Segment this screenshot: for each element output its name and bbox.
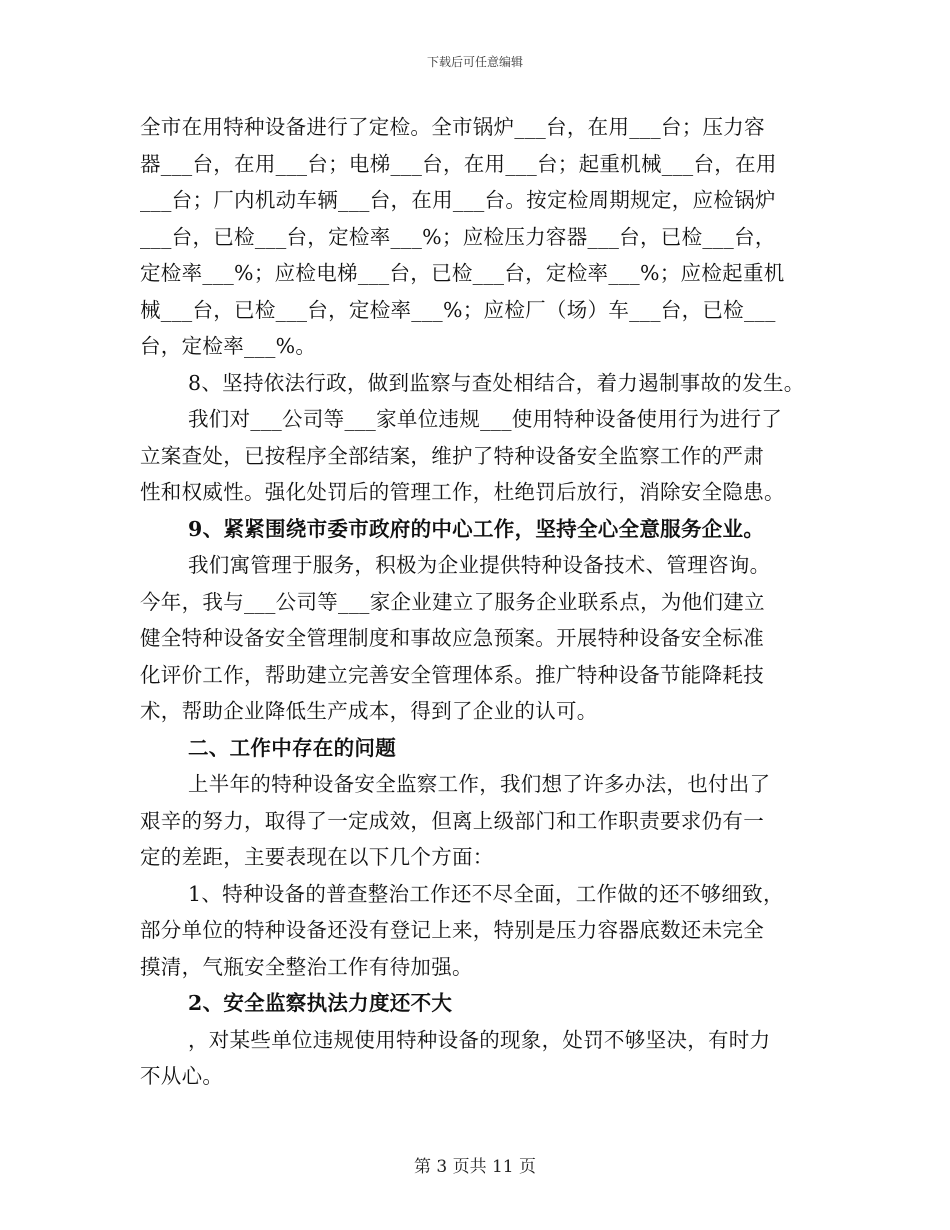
text-line: 今年，我与___公司等___家企业建立了服务企业联系点，为他们建立	[140, 589, 765, 614]
text-line: 艰辛的努力，取得了一定成效，但离上级部门和工作职责要求仍有一	[140, 808, 764, 833]
text-line: 1、特种设备的普查整治工作还不尽全面，工作做的还不够细致，	[188, 881, 784, 906]
section-heading: 9、紧紧围绕市委市政府的中心工作，坚持全心全意服务企业。	[188, 516, 765, 541]
section-heading: 二、工作中存在的问题	[188, 735, 396, 760]
text-line: 械___台，已检___台，定检率___%；应检厂（场）车___台，已检___	[140, 297, 776, 322]
text-line: ，对某些单位违规使用特种设备的现象，处罚不够坚决，有时力	[188, 1027, 771, 1052]
text-line: 立案查处，已按程序全部结案，维护了特种设备安全监察工作的严肃	[140, 443, 764, 468]
page-footer: 第 3 页共 11 页	[413, 1157, 537, 1177]
text-line: 性和权威性。强化处罚后的管理工作，杜绝罚后放行，消除安全隐患。	[140, 480, 785, 504]
text-line: ___台，已检___台，定检率___%；应检压力容器___台，已检___台，	[140, 224, 776, 249]
text-line: 摸清，气瓶安全整治工作有待加强。	[140, 954, 473, 979]
text-line: 健全特种设备安全管理制度和事故应急预案。开展特种设备安全标准	[140, 626, 764, 650]
text-line: ___台；厂内机动车辆___台，在用___台。按定检周期规定，应检锅炉	[140, 188, 776, 212]
text-line: 台，定检率___%。	[140, 334, 317, 358]
text-line: 部分单位的特种设备还没有登记上来，特别是压力容器底数还未完全	[140, 918, 764, 942]
text-line: 上半年的特种设备安全监察工作，我们想了许多办法，也付出了	[188, 772, 771, 796]
text-line: 器___台，在用___台；电梯___台，在用___台；起重机械___台，在用	[140, 151, 777, 176]
text-line: 不从心。	[140, 1064, 224, 1088]
text-line: 定的差距，主要表现在以下几个方面：	[140, 845, 494, 869]
page-header: 下载后可任意编辑	[426, 55, 523, 69]
text-line: 8、坚持依法行政，做到监察与查处相结合，着力遏制事故的发生。	[188, 370, 805, 395]
text-line: 全市在用特种设备进行了定检。全市锅炉___台，在用___台；压力容	[140, 115, 765, 139]
text-line: 术，帮助企业降低生产成本，得到了企业的认可。	[140, 699, 598, 723]
section-heading: 2、安全监察执法力度还不大	[188, 991, 453, 1015]
text-line: 我们对___公司等___家单位违规___使用特种设备使用行为进行了	[188, 407, 783, 431]
text-line: 我们寓管理于服务，积极为企业提供特种设备技术、管理咨询。	[188, 553, 771, 577]
text-line: 化评价工作，帮助建立完善安全管理体系。推广特种设备节能降耗技	[140, 662, 764, 687]
text-line: 定检率___%；应检电梯___台，已检___台，定检率___%；应检起重机	[140, 261, 785, 285]
